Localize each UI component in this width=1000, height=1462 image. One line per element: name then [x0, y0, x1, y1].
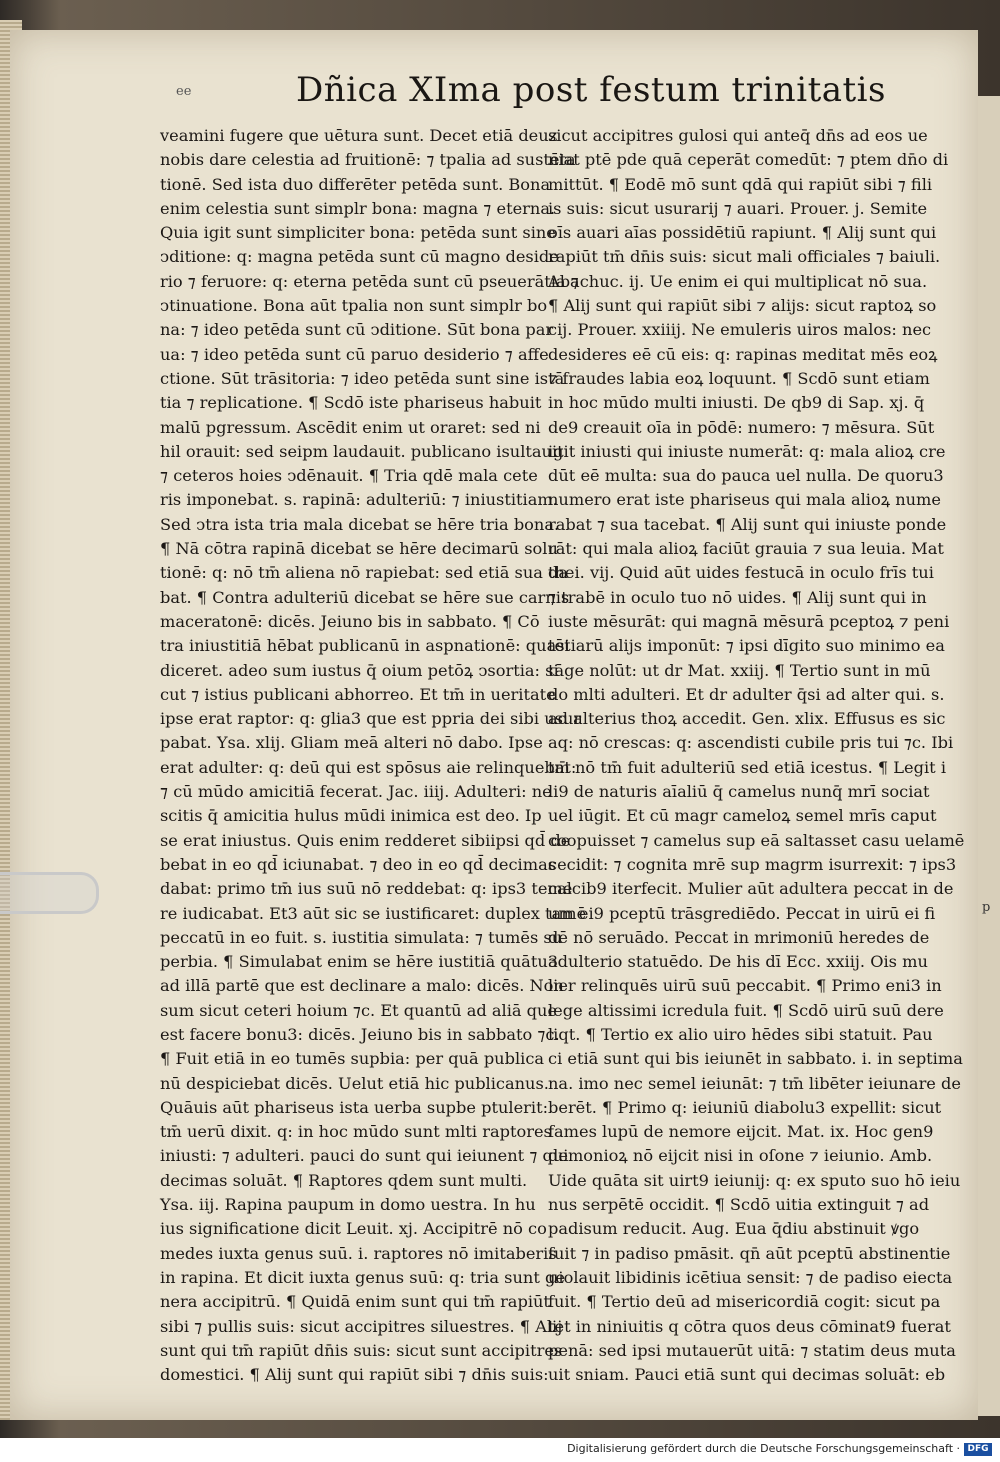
- text-line: niat ptē pde quā ceperāt comedūt: ⁊ ptem dn̄o di: [548, 150, 949, 170]
- text-line: ⁊ ceteros hoies ↄdēnauit. ¶ Tria qdē mala cete: [160, 466, 538, 486]
- text-line: bat. ¶ Contra adulteriū dicebat se hēre sue carnis: [160, 587, 570, 607]
- footer-credit: Digitalisierung gefördert durch die Deutsche Forschungsgemeinschaft ·: [567, 1442, 960, 1455]
- text-line: is suis: sicut usurarij ⁊ auari. Prouer. j. Semite: [548, 198, 928, 218]
- text-line: thei. vij. Quid aūt uides festucā in oculo frīs tui: [548, 563, 934, 583]
- text-line: ua: ⁊ ideo petēda sunt cū paruo desiderio ⁊ affe: [160, 344, 549, 364]
- text-line: in hoc mūdo multi iniusti. De qb9 di Sap. xj. q̄: [548, 393, 925, 413]
- text-line: peccatū in eo fuit. s. iustitia simulata: ⁊ tumēs su: [160, 927, 563, 947]
- text-line: do mlti adulteri. Et dr adulter q̄si ad alter qui. s.: [548, 684, 945, 704]
- text-line: na: ⁊ ideo petēda sunt cū ↄditione. Sūt bona par: [160, 320, 554, 340]
- text-line: ↄtinuatione. Bona aūt tpalia non sunt simplr bo: [160, 296, 548, 316]
- text-column-left: [160, 124, 587, 1387]
- text-line: scitis q̄ amicitia hulus mūdi inimica est deo. Ip: [160, 806, 542, 826]
- text-line: domestici. ¶ Alij sunt qui rapiūt sibi ⁊ dn̄is suis:: [160, 1365, 549, 1385]
- text-line: de9 creauit oīa in pōdē: numero: ⁊ mēsura. Sūt: [548, 417, 935, 437]
- text-line: in rapina. Et dicit iuxta genus suū: q: tria sunt ge: [160, 1267, 565, 1287]
- text-line: calcib9 iterfecit. Mulier aūt adultera peccat in de: [548, 879, 954, 899]
- text-line: ius significatione dicit Leuit. xj. Accipitrē nō co: [160, 1219, 547, 1239]
- text-line: adulterio statuēdo. De his dī Ecc. xxiij. Ois mu: [548, 952, 928, 972]
- text-line: dē nō seruādo. Peccat in mrimoniū heredes de: [548, 927, 930, 947]
- text-line: maceratonē: dicēs. Jeiuno bis in sabbato. ¶ Cō: [160, 611, 540, 631]
- text-line: rāt: qui mala alioꝝ faciūt grauia ⁊ sua leuia. Mat: [548, 539, 944, 559]
- text-line: cut ⁊ istius publicani abhorreo. Et tm̄ in ueritate: [160, 684, 556, 704]
- text-line: cij. Prouer. xxiiij. Ne emuleris uiros malos: nec: [548, 320, 932, 340]
- text-line: numero erat iste phariseus qui mala alioꝝ nume: [548, 490, 941, 510]
- text-line: ⁊ cū mūdo amicitiā fecerat. Jac. iiij. Adulteri: ne: [160, 782, 552, 802]
- text-line: ⁊ fraudes labia eoꝝ loquunt. ¶ Scdō sunt etiam: [548, 368, 930, 388]
- text-line: ris imponebat. s. rapinā: adulteriū: ⁊ iniustitiam.: [160, 490, 558, 510]
- text-line: ipse erat raptor: q: glia3 que est ppria dei sibi usur: [160, 709, 582, 729]
- text-line: iuste mēsurāt: qui magnā mēsurā pceptoꝝ ⁊ peni: [548, 611, 950, 631]
- text-line: ¶ Nā cōtra rapinā dicebat se hēre decimarū solu: [160, 539, 558, 559]
- text-line: dabat: primo tm̄ ius suū nō reddebat: q: ips3 teme: [160, 879, 573, 899]
- text-line: sicut accipitres gulosi qui anteq̄ dn̄s ad eos ue: [548, 126, 928, 145]
- text-line: igit iniusti qui iniuste numerāt: q: mala alioꝝ cre: [548, 441, 946, 461]
- text-line: fames lupū de nemore eijcit. Mat. ix. Hoc gen9: [548, 1122, 934, 1142]
- text-line: berēt. ¶ Primo q: ieiuniū diabolu3 expellit: sicut: [548, 1097, 942, 1117]
- text-line: nus serpētē occidit. ¶ Scdō uitia extinguit ⁊ ad: [548, 1195, 930, 1215]
- text-line: sunt qui tm̄ rapiūt dn̄is suis: sicut sunt accipitres: [160, 1340, 563, 1360]
- text-line: ¶ Fuit etiā in eo tumēs supbia: per quā publica: [160, 1049, 545, 1069]
- text-line: tia ⁊ replicatione. ¶ Scdō iste phariseus habuit: [160, 393, 542, 413]
- text-line: iniusti: ⁊ adulteri. pauci do sunt qui ieiunent ⁊ qui: [160, 1146, 569, 1166]
- text-line: tionē: q: nō tm̄ aliena nō rapiebat: sed etiā sua da: [160, 563, 569, 583]
- text-line: medes iuxta genus suū. i. raptores nō imitaberis: [160, 1243, 557, 1263]
- text-line: tionē. Sed ista duo differēter petēda sunt. Bona: [160, 174, 551, 194]
- text-line: cecidit: ⁊ cognita mrē sup magrm isurrexit: ⁊ ips3: [548, 854, 957, 874]
- text-line: bebat in eo qd̄ iciunabat. ⁊ deo in eo qd̄ decimas: [160, 854, 557, 874]
- text-line: Quāuis aūt phariseus ista uerba supbe ptulerit:: [160, 1097, 549, 1117]
- text-line: uiolauit libidinis icētiua sensit: ⁊ de padiso eiecta: [548, 1267, 953, 1287]
- text-line: tm̄ nō tm̄ fuit adulteriū sed etiā icestus. ¶ Legit i: [548, 757, 947, 777]
- text-line: um ei9 pceptū trāsgrediēdo. Peccat in uirū ei fi: [548, 903, 936, 923]
- text-line: Sed ↄtra ista tria mala dicebat se hēre tria bona.: [160, 514, 560, 534]
- text-line: sibi ⁊ pullis suis: sicut accipitres siluestres. ¶ Alij: [160, 1316, 563, 1336]
- text-line: Abachuc. ij. Ue enim ei qui multiplicat nō sua.: [548, 271, 928, 291]
- text-line: enim celestia sunt simplr bona: magna ⁊ eterna.: [160, 198, 556, 218]
- text-line: ctione. Sūt trāsitoria: ⁊ ideo petēda sunt sine istā: [160, 368, 565, 388]
- footer-bar: [0, 1438, 1000, 1462]
- text-line: desideres eē cū eis: q: rapinas meditat mēs eoꝝ: [548, 344, 938, 364]
- text-line: perbia. ¶ Simulabat enim se hēre iustitiā quātu3: [160, 952, 559, 972]
- text-line: uit sniam. Pauci etiā sunt qui decimas soluāt: eb: [548, 1365, 946, 1385]
- dfg-logo: DFG: [964, 1443, 992, 1456]
- text-line: fuit ⁊ in padiso pmāsit. qn̄ aūt pceptū abstinentie: [548, 1243, 951, 1263]
- text-line: coopuisset ⁊ camelus sup eā saltasset casu uelamē: [548, 830, 965, 850]
- text-line: oīs auari aīas possidētiū rapiunt. ¶ Alij sunt qui: [548, 223, 937, 243]
- text-column-right: [548, 124, 965, 1387]
- text-line: Ysa. iij. Rapina paupum in domo uestra. In hu: [160, 1195, 536, 1215]
- text-line: rabat ⁊ sua tacebat. ¶ Alij sunt qui iniuste ponde: [548, 514, 947, 534]
- text-line: tm̄ uerū dixit. q: in hoc mūdo sunt mlti raptores: [160, 1122, 552, 1142]
- text-line: diceret. adeo sum iustus q̄ oium petōꝝ ↄsortia: si: [160, 660, 559, 680]
- text-line: na. imo nec semel ieiunāt: ⁊ tm̄ libēter ieiunare de: [548, 1073, 961, 1093]
- text-line: ci etiā sunt qui bis ieiunēt in sabbato. i. in septima: [548, 1049, 963, 1069]
- text-line: tet in niniuitis q cōtra quos deus cōminat9 fuerat: [548, 1316, 951, 1336]
- text-line: re iudicabat. Et3 aūt sic se iustificaret: duplex tamē: [160, 903, 587, 923]
- text-line: erat adulter: q: deū qui est spōsus aie relinquebat:: [160, 757, 577, 777]
- text-line: tētiarū alijs imponūt: ⁊ ipsi dīgito suo minimo ea: [548, 636, 945, 656]
- text-line: ⁊ trabē in oculo tuo nō uides. ¶ Alij sunt qui in: [548, 587, 927, 607]
- text-line: tāge nolūt: ut dr Mat. xxiij. ¶ Tertio sunt in mū: [548, 660, 931, 680]
- text-line: tra iniustitiā hēbat publicanū in aspnationē: quasi: [160, 636, 570, 656]
- text-line: ad alterius thoꝝ accedit. Gen. xlix. Effusus es sic: [548, 709, 946, 729]
- text-line: lier relinquēs uirū suū peccabit. ¶ Primo eni3 in: [548, 976, 942, 996]
- text-line: malū pgressum. Ascēdit enim ut oraret: sed ni: [160, 417, 541, 437]
- text-line: rapiūt tm̄ dn̄is suis: sicut mali officiales ⁊ baiuli.: [548, 247, 941, 267]
- text-line: nū despiciebat dicēs. Uelut etiā hic publicanus.: [160, 1073, 549, 1093]
- text-line: sum sicut ceteri hoium ⁊c. Et quantū ad aliā que: [160, 1000, 558, 1020]
- text-line: lege altissimi icredula fuit. ¶ Scdō uirū suū dere: [548, 1000, 944, 1020]
- text-line: hil orauit: sed seipm laudauit. publicano isultauit: [160, 441, 564, 461]
- text-line: penā: sed ipsi mutauerūt uitā: ⁊ statim deus muta: [548, 1340, 956, 1360]
- text-line: decimas soluāt. ¶ Raptores qdem sunt multi.: [160, 1170, 528, 1190]
- text-line: ad illā partē que est declinare a malo: dicēs. Non: [160, 976, 564, 996]
- text-line: pabat. Ysa. xlij. Gliam meā alteri nō dabo. Ipse: [160, 733, 543, 753]
- text-line: demonioꝝ nō eijcit nisi in oſone ⁊ ieiunio. Amb.: [548, 1146, 933, 1166]
- text-line: liqt. ¶ Tertio ex alio uiro hēdes sibi statuit. Pau: [548, 1024, 933, 1044]
- text-line: nera accipitrū. ¶ Quidā enim sunt qui tm̄ rapiūt: [160, 1292, 550, 1312]
- text-line: uel iūgit. Et cū magr cameloꝝ semel mrīs caput: [548, 806, 937, 826]
- facing-page-strip: [978, 96, 1000, 1416]
- text-line: mittūt. ¶ Eodē mō sunt qdā qui rapiūt sibi ⁊ fili: [548, 174, 933, 194]
- text-line: est facere bonu3: dicēs. Jeiuno bis in sabbato ⁊c.: [160, 1024, 560, 1044]
- text-line: ↄditione: q: magna petēda sunt cū magno deside: [160, 247, 559, 267]
- text-line: ¶ Alij sunt qui rapiūt sibi ⁊ alijs: sicut raptoꝝ so: [548, 296, 937, 316]
- text-line: nobis dare celestia ad fruitionē: ⁊ tpalia ad sustēta: [160, 150, 576, 170]
- paper-clip: [0, 872, 99, 914]
- text-line: veamini fugere que uētura sunt. Decet etiā deuz: [160, 126, 558, 145]
- folio-mark: ee: [176, 84, 192, 99]
- text-line: dūt eē multa: sua do pauca uel nulla. De quoru3: [548, 466, 944, 486]
- text-line: Quia igit sunt simpliciter bona: petēda sunt sine: [160, 223, 556, 243]
- text-line: rio ⁊ feruore: q: eterna petēda sunt cū pseuerātia ⁊: [160, 271, 579, 291]
- text-line: Uide quāta sit uirt9 ieiunij: q: ex sputo suo hō ieiu: [548, 1170, 961, 1190]
- text-line: fuit. ¶ Tertio deū ad misericordiā cogit: sicut pa: [548, 1292, 941, 1312]
- page-heading: Dñica XIma post festum trinitatis: [296, 70, 887, 110]
- text-line: aq: nō crescas: q: ascendisti cubile pris tui ⁊c. Ibi: [548, 733, 954, 753]
- facing-page-text: p: [982, 900, 991, 915]
- text-line: li9 de naturis aīaliū q̄ camelus nunq̄ mrī sociat: [548, 782, 930, 802]
- text-line: padisum reducit. Aug. Eua q̄diu abstinuit ꝟgo: [548, 1219, 920, 1239]
- text-line: se erat iniustus. Quis enim redderet sibiipsi qd̄ de: [160, 830, 571, 850]
